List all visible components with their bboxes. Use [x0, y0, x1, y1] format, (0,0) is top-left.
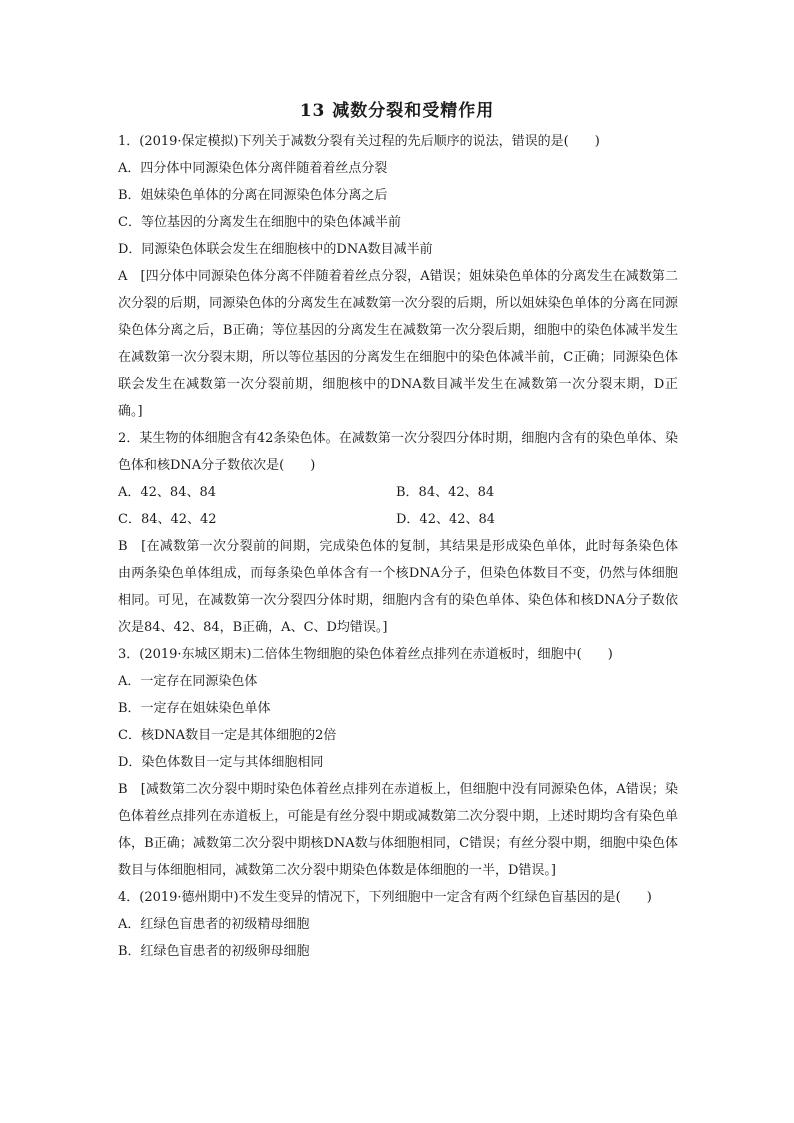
option-c: C．84、42、42: [118, 512, 217, 527]
question-2: [118, 425, 678, 641]
document-title: 13 减数分裂和受精作用: [299, 101, 495, 121]
option-c: C．核DNA数目一定是其体细胞的2倍: [118, 728, 337, 743]
options-row: [118, 506, 678, 533]
answer-explanation: B [减数第二次分裂中期时染色体着丝点排列在赤道板上，但细胞中没有同源染色体，A错误；染色体着丝点排列在赤道板上，可能是有丝分裂中期或减数第二次分裂中期，上述时期均含有染色单体，B正确；减数第二次分裂中期核DNA数与体细胞相同，C错误；有丝分裂中期，细胞中染色体数目与体细胞相同，减数第二次分裂中期染色体数是体细胞的一半，D错误。]: [118, 782, 678, 878]
question-4: [118, 884, 678, 965]
answer-explanation: A [四分体中同源染色体分离不伴随着着丝点分裂，A错误；姐妹染色单体的分离发生在减数第二次分裂的后期，同源染色体的分离发生在减数第一次分裂的后期，所以姐妹染色单体的分离在同源染色体分离之后，B正确；等位基因的分离发生在减数第一次分裂后期，细胞中的染色体减半发生在减数第一次分裂末期，所以等位基因的分离发生在细胞中的染色体减半前，C正确；同源染色体联会发生在减数第一次分裂前期，细胞核中的DNA数目减半发生在减数第一次分裂末期，D正确。]: [118, 269, 678, 419]
option-b: B．一定存在姐妹染色单体: [118, 701, 271, 716]
question-stem: 2．某生物的体细胞含有42条染色体。在减数第一次分裂四分体时期，细胞内含有的染色单体、染色体和核DNA分子数依次是( ): [118, 431, 678, 473]
option-a: A．红绿色盲患者的初级精母细胞: [118, 917, 310, 932]
answer-explanation: B [在减数第一次分裂前的间期，完成染色体的复制，其结果是形成染色单体，此时每条染色体由两条染色单体组成，而每条染色单体含有一个核DNA分子，但染色体数目不变，仍然与体细胞相同。可见，在减数第一次分裂四分体时期，细胞内含有的染色单体、染色体和核DNA分子数依次是84、42、84，B正确，A、C、D均错误。]: [118, 539, 678, 635]
option-b: B．红绿色盲患者的初级卵母细胞: [118, 944, 310, 959]
question-3: [118, 641, 678, 884]
option-a: A．42、84、84: [118, 485, 217, 500]
options-row: [118, 479, 678, 506]
option-d: D．同源染色体联会发生在细胞核中的DNA数目减半前: [118, 242, 433, 257]
option-d: D．染色体数目一定与其体细胞相同: [118, 755, 324, 770]
option-d: D．42、42、84: [396, 512, 496, 527]
option-b: B．姐妹染色单体的分离在同源染色体分离之后: [118, 188, 388, 203]
question-list: [118, 128, 678, 965]
question-1: [118, 128, 678, 425]
option-b: B．84、42、84: [396, 485, 495, 500]
option-a: A．四分体中同源染色体分离伴随着着丝点分裂: [118, 161, 388, 176]
question-stem: 1．(2019·保定模拟)下列关于减数分裂有关过程的先后顺序的说法，错误的是( ): [118, 134, 600, 149]
question-stem: 4．(2019·德州期中)不发生变异的情况下，下列细胞中一定含有两个红绿色盲基因的是( ): [118, 890, 652, 905]
option-a: A．一定存在同源染色体: [118, 674, 258, 689]
option-c: C．等位基因的分离发生在细胞中的染色体减半前: [118, 215, 401, 230]
question-stem: 3．(2019·东城区期末)二倍体生物细胞的染色体着丝点排列在赤道板时，细胞中( ): [118, 647, 613, 662]
